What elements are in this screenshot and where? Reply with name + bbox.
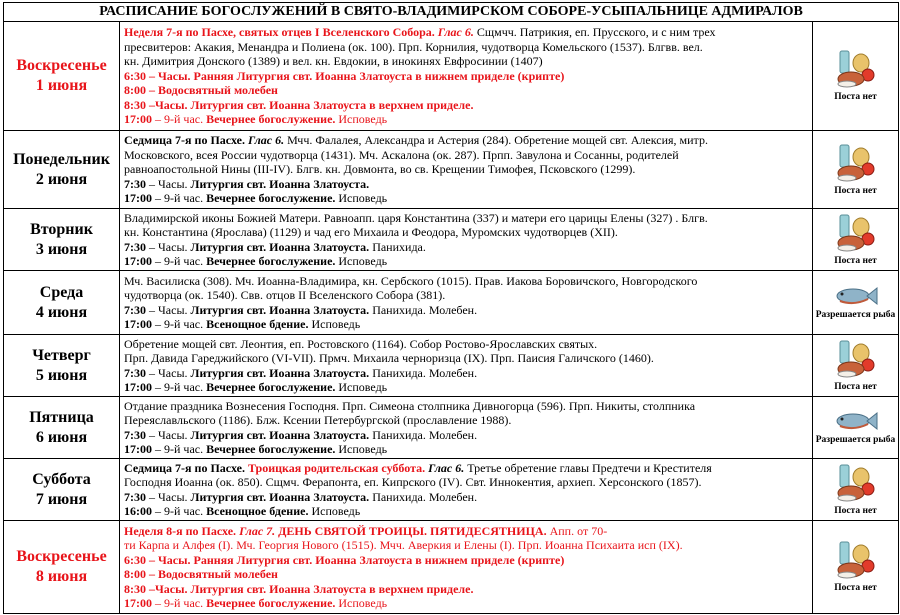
service-line: 7:30 – Часы. Литургия свт. Иоанна Златоуста. Панихида. Молебен. bbox=[124, 302, 478, 317]
day-cell bbox=[4, 397, 120, 459]
service-line: 6:30 – Часы. Ранняя Литургия свт. Иоанна Златоуста в нижнем приделе (крипте) bbox=[124, 68, 565, 83]
day-cell bbox=[4, 335, 120, 397]
day-name: Пятница bbox=[29, 408, 94, 426]
fish-icon bbox=[834, 410, 878, 432]
day-name: Суббота bbox=[32, 470, 91, 488]
service-line: 16:00 – 9-й час. Всенощное бдение. Исповедь bbox=[124, 504, 361, 518]
fast-cell bbox=[813, 131, 899, 209]
day-date: 6 июня bbox=[35, 428, 88, 446]
day-name: Вторник bbox=[30, 220, 93, 238]
day-row bbox=[4, 335, 899, 397]
fast-cell bbox=[813, 397, 899, 459]
services-cell bbox=[120, 397, 813, 459]
service-line: 17:00 – 9-й час. Вечернее богослужение. Исповедь bbox=[124, 442, 388, 456]
day-row bbox=[4, 22, 899, 131]
service-line: 8:00 – Водосвятный молебен bbox=[124, 567, 278, 581]
fast-cell bbox=[813, 22, 899, 131]
fast-label: Поста нет bbox=[834, 583, 877, 593]
saints-text: Господня Иоанна (ок. 850). Сщмч. Ферапонта, еп. Кипрского (IV). Свт. Иннокентия, архиеп. Херсонского (1857). bbox=[124, 475, 702, 489]
service-line: 8:30 –Часы. Литургия свт. Иоанна Златоуста в верхнем приделе. bbox=[124, 581, 474, 596]
service-line: 17:00 – 9-й час. Вечернее богослужение. Исповедь bbox=[124, 596, 388, 610]
day-row bbox=[4, 209, 899, 271]
tone: Глас 7. bbox=[236, 523, 276, 538]
day-row bbox=[4, 521, 899, 614]
fast-cell bbox=[813, 335, 899, 397]
week-title: Неделя 7-я по Пасхе, святых отцев I Вселенского Собора. bbox=[124, 25, 435, 40]
services-cell bbox=[120, 271, 813, 335]
fast-label: Поста нет bbox=[834, 92, 877, 102]
service-line: 7:30 – Часы. Литургия свт. Иоанна Златоуста. bbox=[124, 176, 370, 191]
week-title: Неделя 8-я по Пасхе. bbox=[124, 523, 237, 538]
service-line: 7:30 – Часы. Литургия свт. Иоанна Златоуста. Панихида. Молебен. bbox=[124, 427, 478, 442]
saints-text: кн. Константина (Ярослава) (1129) и чад его Михаила и Феодора, Муромских чудотворцев (XII). bbox=[124, 225, 618, 239]
saints-text: Отдание праздника Вознесения Господня. Прп. Симеона столпника Дивногорца (596). Прп. Никиты, столпника bbox=[124, 398, 696, 413]
schedule-title: РАСПИСАНИЕ БОГОСЛУЖЕНИЙ В СВЯТО-ВЛАДИМИРСКОМ СОБОРЕ-УСЫПАЛЬНИЦЕ АДМИРАЛОВ bbox=[4, 3, 899, 22]
service-line: 7:30 – Часы. Литургия свт. Иоанна Златоуста. Панихида. Молебен. bbox=[124, 489, 478, 504]
service-line: 17:00 – 9-й час. Вечернее богослужение. Исповедь bbox=[124, 112, 388, 127]
day-cell bbox=[4, 131, 120, 209]
week-title: Седмица 7-я по Пасхе. bbox=[124, 133, 245, 148]
service-line: 17:00 – 9-й час. Вечернее богослужение. Исповедь bbox=[124, 191, 388, 206]
schedule-table bbox=[3, 2, 899, 614]
fast-cell bbox=[813, 521, 899, 614]
tone: Глас 6. bbox=[434, 25, 474, 40]
day-row bbox=[4, 397, 899, 459]
day-name: Понедельник bbox=[13, 150, 110, 168]
food-icon bbox=[837, 143, 875, 183]
service-line: 17:00 – 9-й час. Вечернее богослужение. Исповедь bbox=[124, 380, 388, 394]
service-line: 7:30 – Часы. Литургия свт. Иоанна Златоуста. Панихида. Молебен. bbox=[124, 365, 478, 380]
day-name: Четверг bbox=[32, 346, 91, 364]
day-date: 2 июня bbox=[35, 170, 88, 188]
service-line: 8:30 –Часы. Литургия свт. Иоанна Златоуста в верхнем приделе. bbox=[124, 97, 474, 112]
day-cell bbox=[4, 209, 120, 271]
fast-label: Поста нет bbox=[834, 185, 877, 196]
day-date: 1 июня bbox=[35, 77, 88, 94]
food-icon bbox=[837, 49, 875, 89]
service-line: 8:00 – Водосвятный молебен bbox=[124, 83, 278, 98]
fast-label: Поста нет bbox=[834, 381, 877, 392]
fast-label: Поста нет bbox=[834, 255, 877, 266]
saints-text: Переяславльского (1186). Блж. Ксении Петербургской (прославление 1988). bbox=[124, 413, 512, 427]
fish-icon bbox=[834, 285, 878, 307]
day-row bbox=[4, 131, 899, 209]
day-cell bbox=[4, 271, 120, 335]
service-line: 7:30 – Часы. Литургия свт. Иоанна Златоуста. Панихида. bbox=[124, 239, 426, 254]
saints-text: Сщмчч. Патрикия, еп. Прусского, и с ним трех bbox=[473, 25, 716, 40]
tone: Глас 6. bbox=[425, 460, 465, 475]
day-name: Воскресенье bbox=[16, 548, 107, 565]
fast-cell bbox=[813, 459, 899, 521]
fast-label: Разрешается рыба bbox=[815, 434, 896, 445]
day-date: 7 июня bbox=[35, 490, 88, 508]
saints-text: кн. Димитрия Донского (1389) и вел. кн. Евдокии, в инокинях Евфросинии (1407) bbox=[124, 54, 543, 69]
services-cell bbox=[120, 459, 813, 521]
saints-text: Мчч. Фалалея, Александра и Астерия (284). Обретение мощей свт. Алексия, митр. bbox=[284, 133, 708, 148]
saints-text: равноапостольной Нины (III-IV). Блгв. кн. Довмонта, во св. Крещении Тимофея, Псковского (1299). bbox=[124, 162, 636, 177]
services-cell bbox=[120, 22, 813, 131]
saints-text: Владимирской иконы Божией Матери. Равноапп. царя Константина (337) и матери его царицы Елены (327) . Блгв. bbox=[124, 210, 708, 225]
services-cell bbox=[120, 131, 813, 209]
fast-label: Разрешается рыба bbox=[815, 309, 896, 320]
food-icon bbox=[837, 339, 875, 379]
saints-text: чудотворца (ок. 1540). Свв. отцов II Вселенского Собора (381). bbox=[124, 288, 446, 302]
food-icon bbox=[837, 463, 875, 503]
day-name: Среда bbox=[39, 283, 84, 301]
services-cell bbox=[120, 335, 813, 397]
fast-cell bbox=[813, 271, 899, 335]
tone: Глас 6. bbox=[244, 133, 285, 148]
day-row bbox=[4, 271, 899, 335]
services-cell bbox=[120, 521, 813, 614]
saints-text: ти Карпа и Алфея (I). Мч. Георгия Нового (1515). Мчч. Аверкия и Елены (I). Прп. Иоанна Психаита исп (IX). bbox=[124, 538, 683, 552]
service-line: 17:00 – 9-й час. Всенощное бдение. Исповедь bbox=[124, 317, 361, 331]
day-cell bbox=[4, 521, 120, 614]
week-title: Седмица 7-я по Пасхе. bbox=[124, 460, 245, 475]
day-row bbox=[4, 459, 899, 521]
day-cell bbox=[4, 22, 120, 131]
day-cell bbox=[4, 459, 120, 521]
day-date: 8 июня bbox=[35, 568, 88, 585]
feast-title: ДЕНЬ СВЯТОЙ ТРОИЦЫ. ПЯТИДЕСЯТНИЦА. bbox=[275, 523, 547, 538]
fast-label: Поста нет bbox=[834, 505, 877, 516]
day-name: Воскресенье bbox=[16, 57, 107, 74]
services-cell bbox=[120, 209, 813, 271]
saints-text: пресвитеров: Акакия, Менандра и Полиена (ок. 100). Прп. Корнилия, чудотворца Комельского (1537). Блгвв. вел. bbox=[124, 39, 703, 54]
feast-title: Троицкая родительская суббота. bbox=[244, 460, 426, 475]
saints-text: Апп. от 70- bbox=[546, 523, 608, 538]
food-icon bbox=[837, 213, 875, 253]
food-icon bbox=[837, 540, 875, 580]
day-date: 4 июня bbox=[35, 303, 88, 321]
saints-text: Мч. Василиска (308). Мч. Иоанна-Владимира, кн. Сербского (1015). Прав. Иакова Боровичского, Новгородского bbox=[124, 273, 698, 288]
service-line: 17:00 – 9-й час. Вечернее богослужение. Исповедь bbox=[124, 254, 388, 268]
fast-cell bbox=[813, 209, 899, 271]
saints-text: Третье обретение главы Предтечи и Крестителя bbox=[464, 460, 712, 475]
saints-text: Обретение мощей свт. Леонтия, еп. Ростовского (1164). Собор Ростово-Ярославских святых. bbox=[124, 336, 598, 351]
saints-text: Московского, всея России чудотворца (1431). Мч. Аскалона (ок. 287). Прпп. Завулона и Сосанны, родителей bbox=[124, 147, 679, 162]
service-line: 6:30 – Часы. Ранняя Литургия свт. Иоанна Златоуста в нижнем приделе (крипте) bbox=[124, 552, 565, 567]
day-date: 5 июня bbox=[35, 366, 88, 384]
day-date: 3 июня bbox=[35, 240, 88, 258]
saints-text: Прп. Давида Гареджийского (VI-VII). Прмч. Михаила черноризца (IX). Прп. Паисия Галичского (1460). bbox=[124, 351, 654, 365]
